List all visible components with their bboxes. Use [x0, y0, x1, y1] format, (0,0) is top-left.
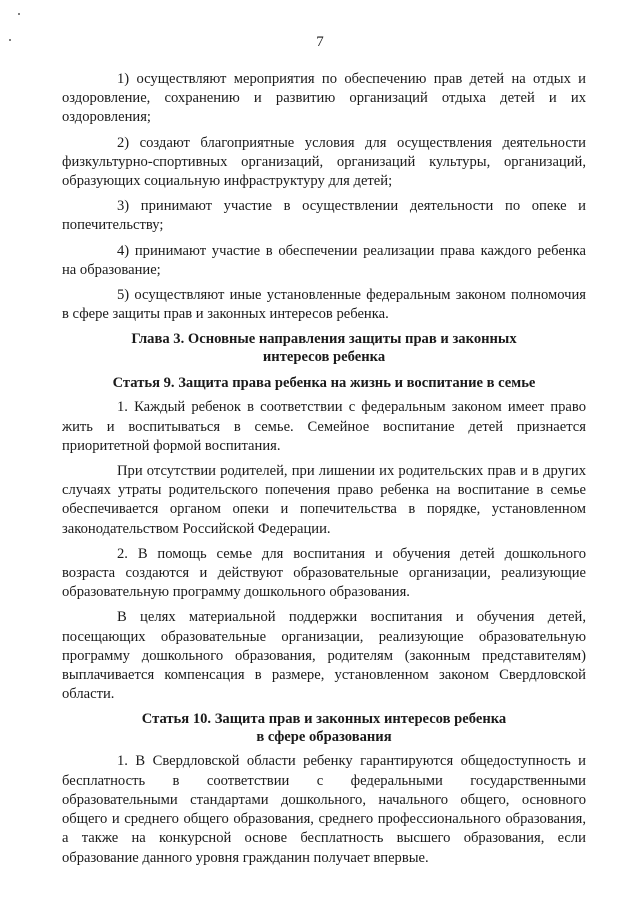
- chapter-heading: [62, 330, 586, 366]
- article-9-paragraph-2: При отсутствии родителей, при лишении их родительских прав и в других случаях утраты родительского попечения право ребенка на воспитание в семье обеспечивается органом опеки и попечительства в порядке, установленном законодательством Российской Федерации.: [62, 463, 586, 537]
- article-10-heading-line-2: в сфере образования: [256, 729, 392, 746]
- list-item-3: 3) принимают участие в осуществлении деятельности по опеке и попечительству;: [62, 198, 586, 234]
- article-9-paragraph-4: В целях материальной поддержки воспитания и обучения детей, посещающих образовательные организации, реализующие образовательную программу дошкольного образования, родителям (законным представителям) выплачивается компенсация в размере, установленном законом Свердловской области.: [62, 609, 586, 703]
- article-10-heading-line-1: Статья 10. Защита прав и законных интересов ребенка: [141, 711, 507, 728]
- list-item-1: 1) осуществляют мероприятия по обеспечению прав детей на отдых и оздоровление, сохранению и развитию организаций отдыха детей и их оздоровления;: [62, 71, 586, 126]
- list-item-4: 4) принимают участие в обеспечении реализации права каждого ребенка на образование;: [62, 242, 586, 278]
- scan-speck: [18, 13, 20, 15]
- article-9-paragraph-1: 1. Каждый ребенок в соответствии с федеральным законом имеет право жить и воспитываться в семье. Семейное воспитание детей признается приоритетной формой воспитания.: [62, 399, 586, 454]
- list-item-5: 5) осуществляют иные установленные федеральным законом полномочия в сфере защиты прав и законных интересов ребенка.: [62, 287, 586, 323]
- article-10-heading: [62, 710, 586, 746]
- article-9-heading: Статья 9. Защита права ребенка на жизнь и воспитание в семье: [112, 375, 536, 392]
- document-body: [62, 70, 586, 874]
- list-item-2: 2) создают благоприятные условия для осуществления деятельности физкультурно-спортивных организаций, организаций культуры, организаций, образующих социальную инфраструктуру для детей;: [62, 134, 586, 190]
- article-10-paragraph-1: 1. В Свердловской области ребенку гарантируются общедоступность и бесплатность в соответствии с федеральными государственными образовательными стандартами дошкольного, начального общего, основного общего и среднего общего образования, среднего профессионального образования, а также на конкурсной основе бесплатность высшего образования, если образование данного уровня гражданин получает впервые.: [62, 753, 586, 866]
- page-number: 7: [316, 34, 324, 50]
- article-9-paragraph-3: 2. В помощь семье для воспитания и обучения детей дошкольного возраста создаются и действуют образовательные организации, реализующие образовательную программу дошкольного образования.: [62, 545, 586, 601]
- chapter-heading-line-1: Глава 3. Основные направления защиты прав и законных: [131, 331, 517, 348]
- chapter-heading-line-2: интересов ребенка: [262, 349, 386, 366]
